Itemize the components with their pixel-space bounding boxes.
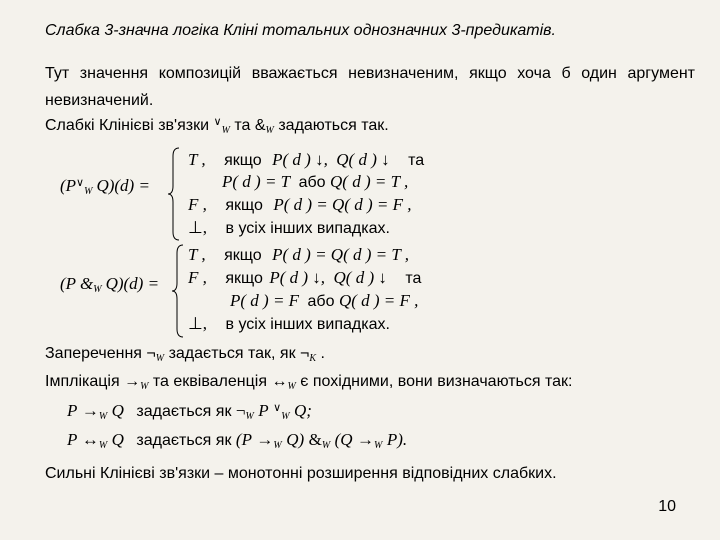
implication-line: Імплікація →W та еквіваленція ↔W є похідними, вони визначаються так: — [45, 373, 573, 392]
weak-intro-mid: та — [234, 117, 251, 134]
conj-lhs: (P &W Q)(d) = — [60, 274, 160, 295]
conj-case-3: P( d ) = F або Q( d ) = F , — [230, 291, 419, 310]
strong-line: Сильні Клінієві зв'язки – монотонні розширення відповідних слабких. — [45, 465, 557, 482]
disj-case-1: T , якщо P( d ) ↓, Q( d ) ↓ та — [188, 150, 425, 169]
equiv-def-line: P ↔W Q задається як (P →W Q) &W (Q →W P). — [67, 430, 408, 451]
sub-w: W — [265, 125, 274, 136]
disj-case-2: P( d ) = T або Q( d ) = T , — [222, 172, 409, 191]
amp-symbol: & — [254, 117, 266, 134]
vee-symbol: ∨ — [213, 116, 222, 128]
sub-w: W — [221, 125, 230, 136]
disj-case-3: F , якщо P( d ) = Q( d ) = F , — [188, 195, 412, 214]
negation-line: Заперечення ¬W задається так, як ¬K . — [45, 345, 325, 364]
weak-intro-prefix: Слабкі Клінієві зв'язки — [45, 117, 210, 134]
disj-case-4: ⊥, в усіх інших випадках. — [188, 218, 390, 237]
conj-case-4: ⊥, в усіх інших випадках. — [188, 314, 390, 333]
impl-def-line: P →W Q задається як ¬W P ∨W Q; — [67, 401, 312, 422]
conj-case-2: F , якщо P( d ) ↓, Q( d ) ↓ та — [188, 268, 422, 287]
conj-case-1: T , якщо P( d ) = Q( d ) = T , — [188, 245, 410, 264]
weak-intro-line — [45, 116, 389, 138]
disj-lhs: (P∨W Q)(d) = — [60, 176, 150, 197]
slide-title: Слабка 3-значна логіка Кліні тотальних однозначних 3-предикатів. — [45, 22, 556, 39]
paragraph-undefined: Тут значення композицій вважається невизначеним, якщо хоча б один аргумент невизначений. — [45, 65, 695, 109]
page-number: 10 — [658, 498, 676, 515]
conj-brace — [170, 243, 186, 339]
weak-intro-suffix: задаються так. — [278, 117, 389, 134]
disj-brace — [166, 146, 182, 242]
